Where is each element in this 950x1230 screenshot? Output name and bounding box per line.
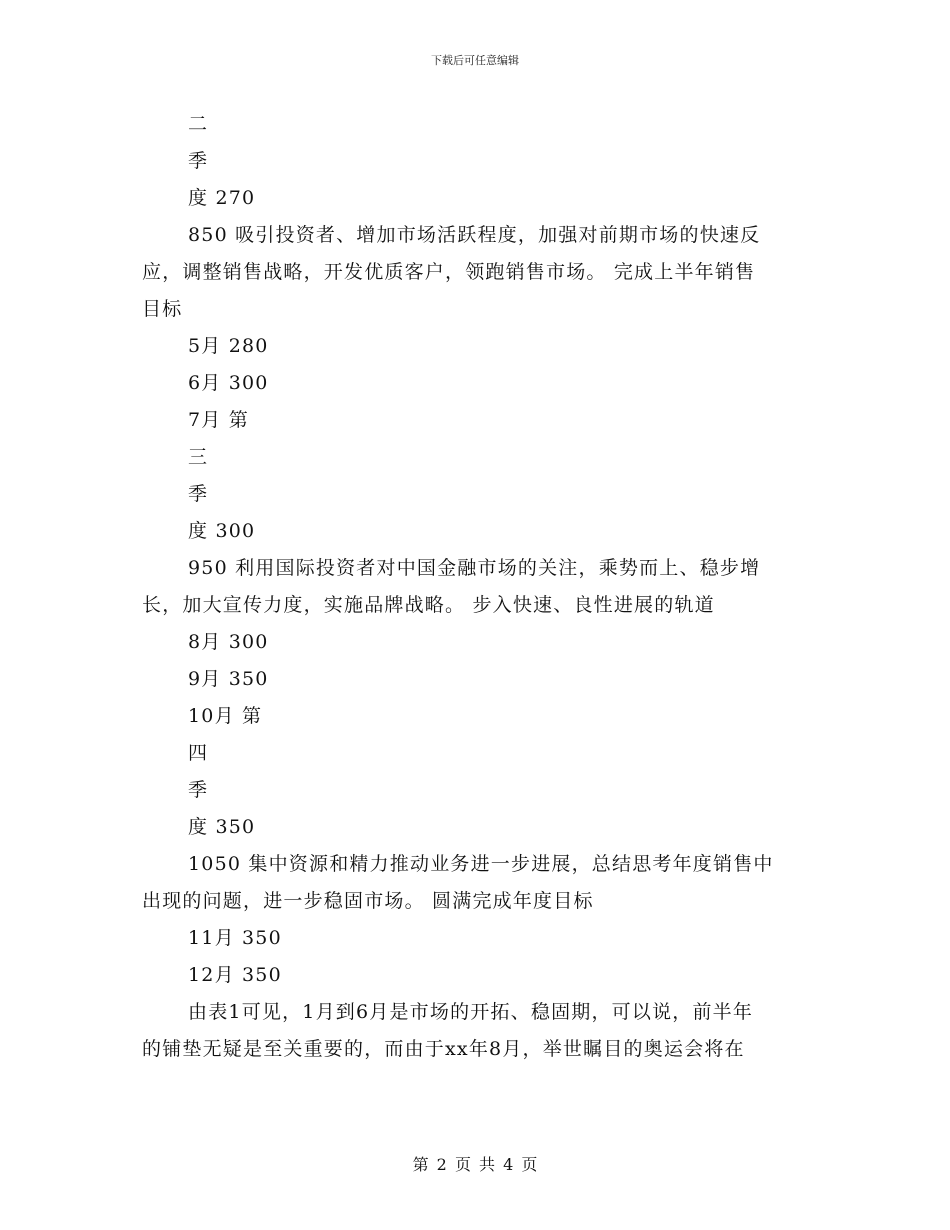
text-line: 四 xyxy=(188,742,209,764)
text-line: 由表1可见，1月到6月是市场的开拓、稳固期，可以说，前半年 xyxy=(188,1001,754,1023)
text-line: 950 利用国际投资者对中国金融市场的关注，乘势而上、稳步增 xyxy=(188,557,761,579)
text-line: 10月 第 xyxy=(188,705,263,727)
text-line: 12月 350 xyxy=(188,964,282,986)
text-line: 二 xyxy=(188,113,209,135)
text-line: 1050 集中资源和精力推动业务进一步进展，总结思考年度销售中 xyxy=(188,853,774,875)
page-header: 下载后可任意编辑 xyxy=(431,54,519,67)
text-line: 度 300 xyxy=(188,520,256,542)
text-line: 季 xyxy=(188,779,209,801)
document-body xyxy=(142,106,822,1068)
text-line: 度 270 xyxy=(188,187,256,209)
text-line: 850 吸引投资者、增加市场活跃程度，加强对前期市场的快速反 xyxy=(188,224,761,246)
text-line: 9月 350 xyxy=(188,668,269,690)
page-footer: 第 2 页 共 4 页 xyxy=(412,1155,538,1174)
text-line: 11月 350 xyxy=(188,927,282,949)
text-line: 出现的问题，进一步稳固市场。 圆满完成年度目标 xyxy=(142,890,594,912)
text-line: 7月 第 xyxy=(188,409,249,431)
text-line: 度 350 xyxy=(188,816,256,838)
text-line: 长，加大宣传力度，实施品牌战略。 步入快速、良性进展的轨道 xyxy=(142,594,715,616)
text-line: 8月 300 xyxy=(188,631,269,653)
text-line: 应，调整销售战略，开发优质客户，领跑销售市场。 完成上半年销售 xyxy=(142,261,756,283)
text-line: 目标 xyxy=(142,298,183,320)
text-line: 5月 280 xyxy=(188,335,269,357)
text-line: 季 xyxy=(188,150,209,172)
text-line: 季 xyxy=(188,483,209,505)
text-line: 6月 300 xyxy=(188,372,269,394)
text-line: 的铺垫无疑是至关重要的，而由于xx年8月，举世瞩目的奥运会将在 xyxy=(142,1038,745,1060)
text-line: 三 xyxy=(188,446,209,468)
